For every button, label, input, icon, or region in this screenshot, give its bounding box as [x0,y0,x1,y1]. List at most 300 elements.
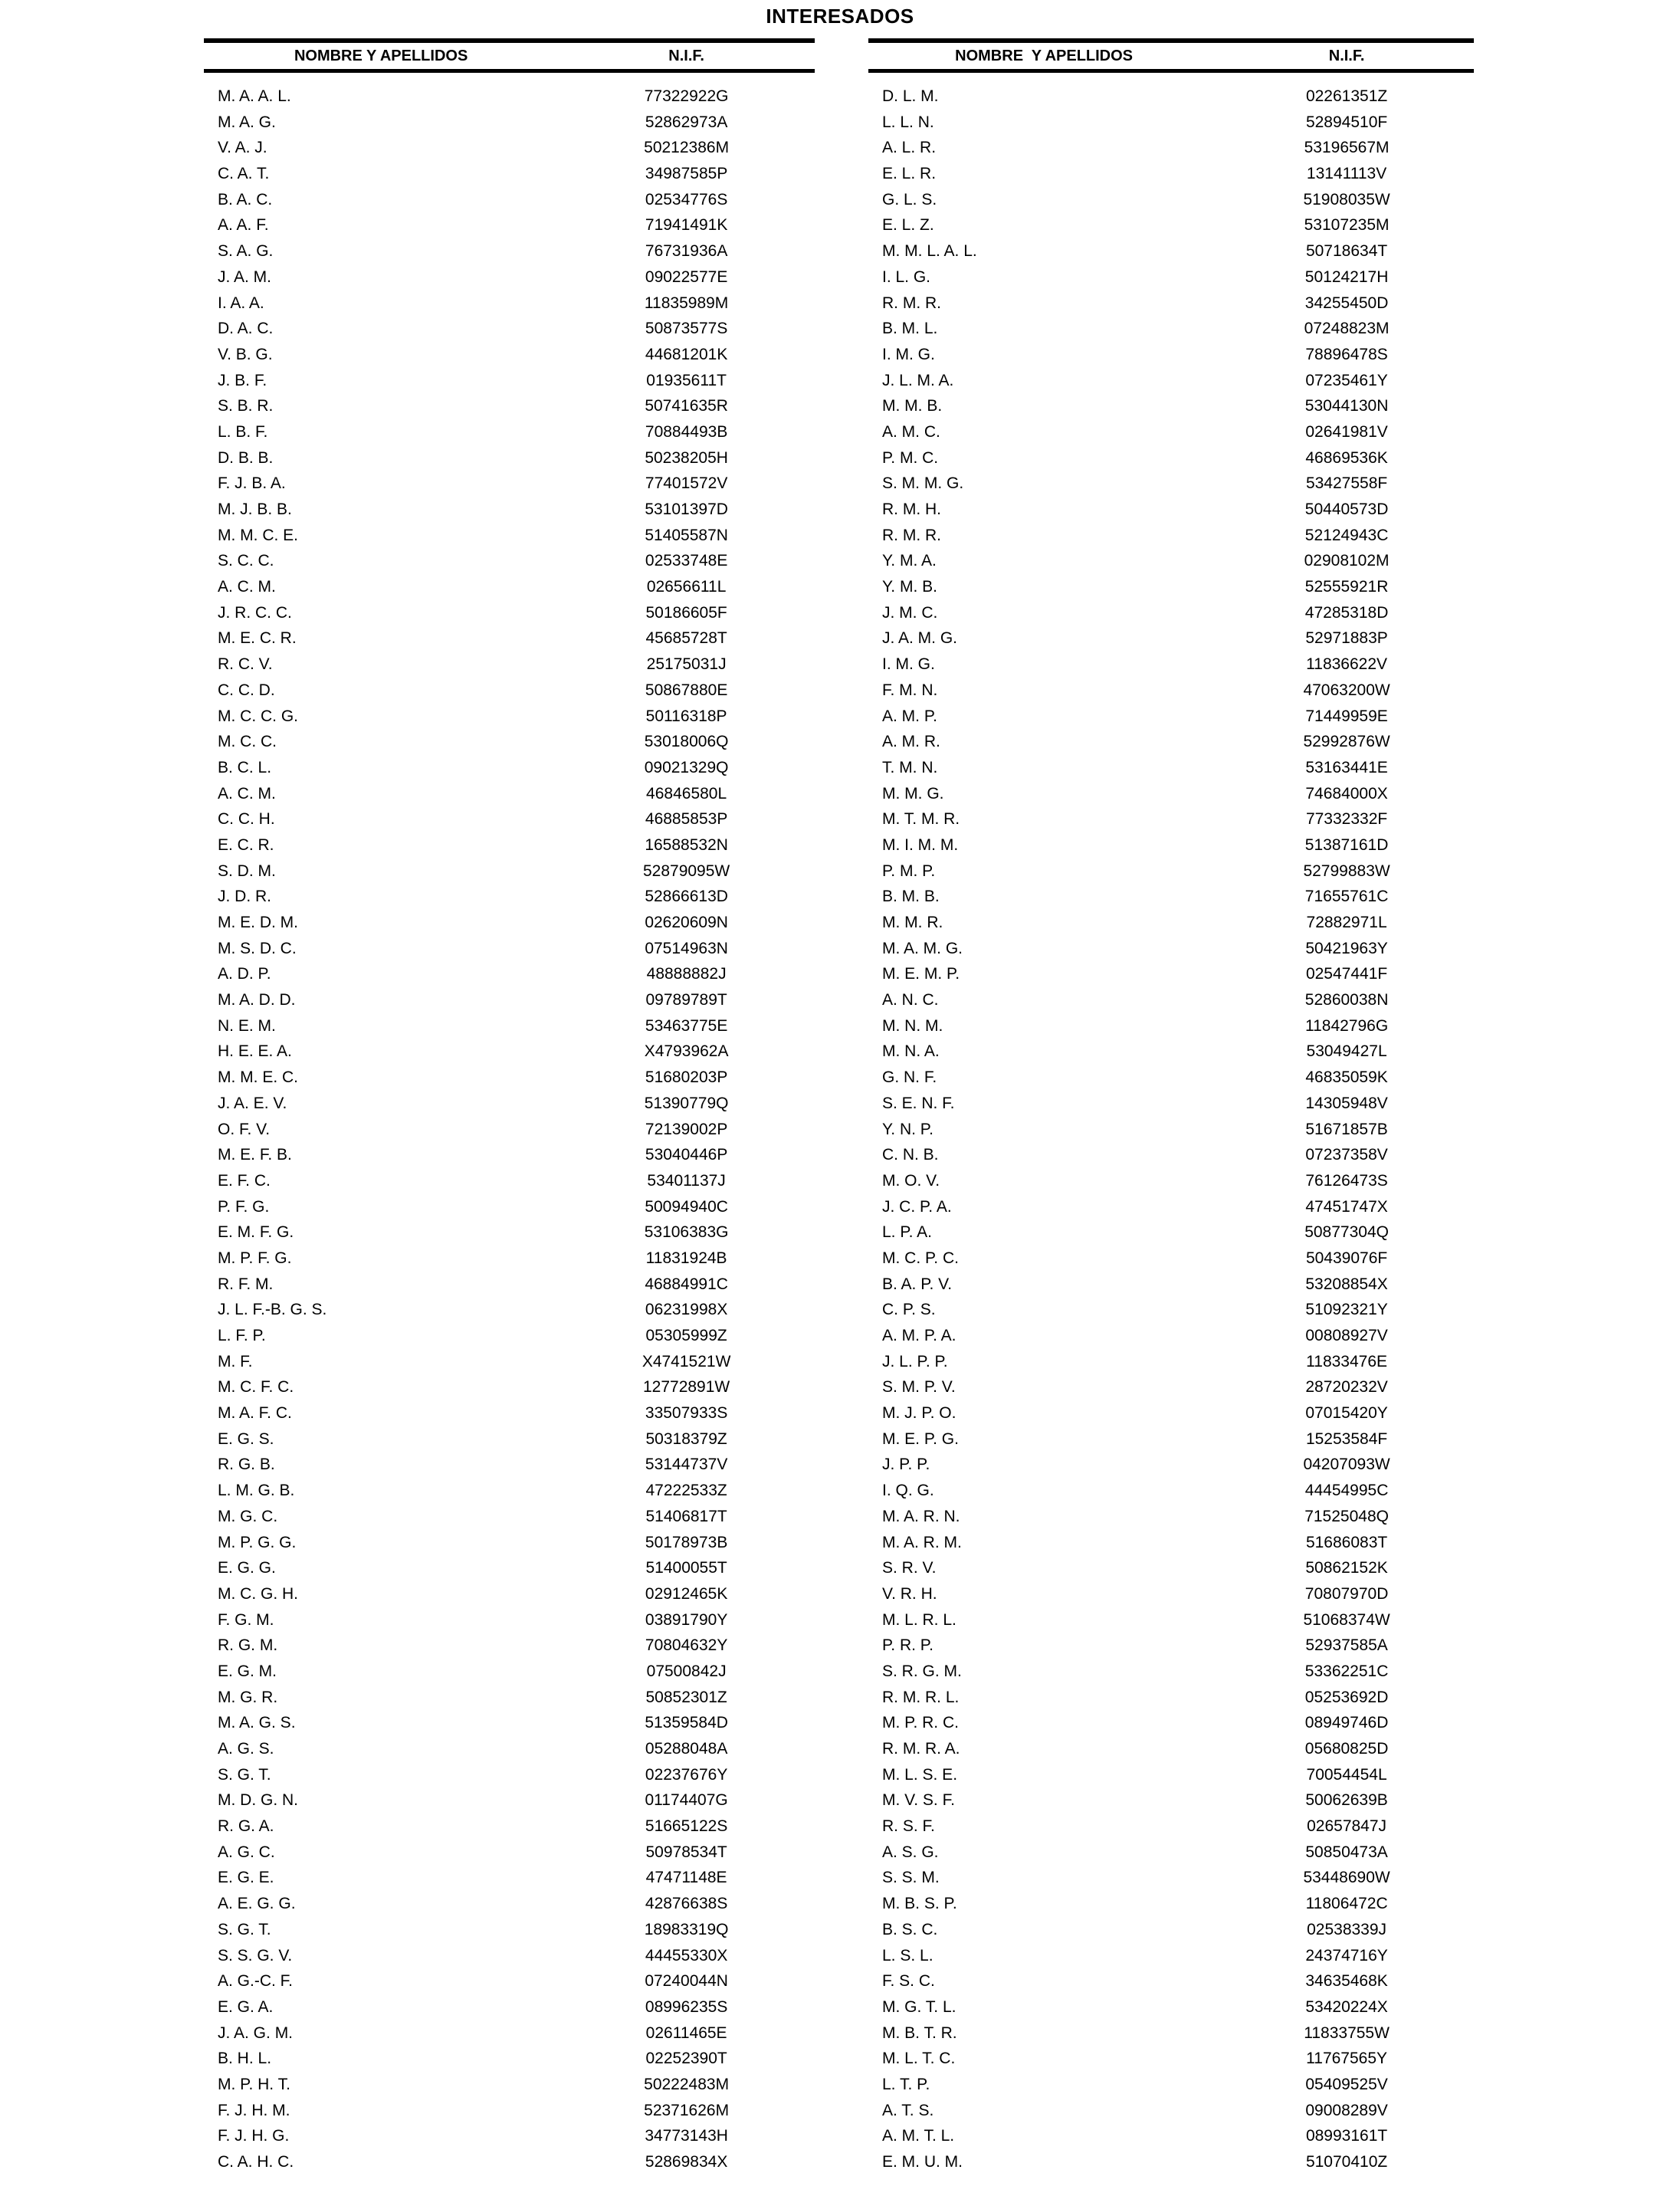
nif-cell: 76731936A [645,242,728,261]
nif-cell: 11835989M [644,294,729,312]
table-row [868,1272,1474,1298]
table-row [868,368,1474,394]
name-cell: G. L. S. [882,190,937,208]
name-cell: E. G. S. [218,1429,274,1448]
name-cell: M. A. M. G. [882,939,963,957]
name-cell: M. C. F. C. [218,1378,294,1397]
name-cell: L. L. N. [882,113,934,131]
name-cell: Y. M. B. [882,578,937,596]
nif-cell: 52860038N [1304,991,1389,1009]
nif-cell: 53163441E [1305,758,1388,776]
name-cell: S. R. V. [882,1559,937,1577]
table-row [868,212,1474,238]
table-row [868,1840,1474,1866]
table-row [868,2020,1474,2047]
nif-cell: 53107235M [1304,216,1390,235]
table-row [204,1840,815,1866]
table-row [204,1607,815,1633]
table-row [204,1091,815,1117]
name-cell: D. B. B. [218,448,274,467]
table-row [204,600,815,626]
nif-cell: 51070410Z [1305,2153,1388,2171]
name-cell: J. A. M. [218,268,272,286]
nif-cell: 76126473S [1305,1171,1388,1190]
nif-cell: 77401572V [645,474,728,493]
nif-cell: 02547441F [1305,965,1388,983]
nif-cell: 11831924B [645,1249,727,1267]
nif-cell: 77322922G [644,87,729,105]
table-row [204,678,815,704]
name-cell: A. G. C. [218,1843,275,1861]
table-row [868,1813,1474,1840]
name-cell: F. J. H. G. [218,2127,290,2145]
name-cell: H. E. E. A. [218,1042,292,1061]
table-row [204,1168,815,1194]
table-row [204,471,815,497]
nif-cell: 51908035W [1303,190,1390,208]
name-cell: S. M. P. V. [882,1378,956,1397]
nif-cell: 03891790Y [645,1610,728,1629]
name-cell: N. E. M. [218,1016,276,1035]
table-row [204,523,815,549]
nif-cell: 11806472C [1305,1895,1388,1913]
name-cell: C. N. B. [882,1146,939,1164]
nif-cell: 50867880E [645,681,728,699]
name-cell: J. L. M. A. [882,371,954,389]
nif-cell: 05409525V [1305,2075,1388,2093]
nif-cell: 52879095W [642,862,730,880]
name-cell: M. P. R. C. [882,1714,959,1732]
name-cell: M. I. M. M. [882,835,959,854]
table-row [204,755,815,781]
name-cell: P. M. C. [882,448,939,467]
nif-cell: 53196567M [1304,139,1390,157]
nif-cell: 53401137J [647,1171,726,1190]
table-row [868,1581,1474,1607]
table-row [868,1943,1474,1969]
name-cell: S. S. M. [882,1869,940,1887]
name-cell: Y. M. A. [882,552,937,570]
table-row [868,187,1474,213]
table-row [868,1762,1474,1788]
table-row [204,1400,815,1426]
table-row [868,574,1474,600]
table-row [204,2123,815,2149]
name-cell: M. M. G. [882,784,944,803]
nif-cell: 11842796G [1304,1016,1389,1035]
table-row [204,1581,815,1607]
name-cell: T. M. N. [882,758,938,776]
name-cell: J. B. F. [218,371,267,389]
nif-cell: 70054454L [1306,1765,1387,1784]
name-cell: A. T. S. [882,2101,934,2119]
nif-cell: 05253692D [1304,1688,1389,1706]
nif-cell: 50741635R [645,397,728,415]
table-row [204,342,815,368]
nif-cell: 25175031J [646,655,727,674]
table-row [868,1117,1474,1143]
name-cell: I. A. A. [218,294,264,312]
nif-cell: 53427558F [1305,474,1388,493]
table-row [868,1452,1474,1478]
table-row [868,419,1474,445]
table-row [868,625,1474,652]
table-row [204,961,815,987]
table-row [204,1787,815,1813]
name-cell: F. G. M. [218,1610,274,1629]
table-row [204,1736,815,1762]
table-row [868,2046,1474,2072]
table-row [868,729,1474,755]
table-row [868,264,1474,290]
nif-cell: 48888882J [646,965,727,983]
name-cell: M. P. G. G. [218,1533,297,1551]
name-cell: E. G. E. [218,1869,274,1887]
table-row [204,419,815,445]
name-cell: R. G. A. [218,1817,274,1836]
name-cell: M. O. V. [882,1171,940,1190]
nif-cell: 46884991C [645,1275,728,1293]
table-row [868,1659,1474,1685]
table-row [868,1530,1474,1556]
nif-cell: 47451747X [1305,1197,1388,1216]
table-row [868,1865,1474,1891]
nif-cell: 53144737V [645,1456,728,1474]
nif-cell: 33507933S [645,1404,728,1423]
table-row [204,987,815,1013]
table-row [868,84,1474,110]
table-row [868,548,1474,574]
nif-cell: 18983319Q [644,1920,729,1938]
name-cell: E. G. G. [218,1559,276,1577]
page-title: INTERESADOS [766,5,914,28]
nif-cell: 50850473A [1305,1843,1388,1861]
name-cell: M. T. M. R. [882,810,960,829]
name-cell: J. A. G. M. [218,2024,294,2042]
nif-cell: 71655761C [1304,888,1389,906]
nif-cell: 52866613D [645,888,728,906]
name-cell: A. M. C. [882,422,940,441]
name-cell: I. M. G. [882,655,935,674]
nif-cell: 47063200W [1303,681,1390,699]
table-row [204,1426,815,1452]
table-row [204,806,815,832]
name-cell: M. A. G. [218,113,276,131]
table-row [204,1142,815,1168]
table-row [868,2123,1474,2149]
name-cell: L. B. F. [218,422,268,441]
name-cell: M. C. C. G. [218,707,298,725]
table-row [868,1091,1474,1117]
name-cell: A. E. G. G. [218,1895,296,1913]
nif-cell: 51359584D [645,1714,728,1732]
name-cell: J. A. E. V. [218,1094,287,1112]
nif-cell: 51671857B [1305,1120,1388,1138]
name-cell: S. G. T. [218,1765,271,1784]
nif-cell: X4793962A [644,1042,729,1061]
name-cell: F. J. B. A. [218,474,286,493]
nif-cell: 09789789T [645,991,727,1009]
table-row [204,781,815,807]
nif-cell: 02611465E [645,2024,727,2042]
name-cell: B. A. P. V. [882,1275,953,1293]
nif-cell: 09022577E [645,268,728,286]
nif-cell: 50873577S [645,320,728,338]
nif-cell: 07500842J [646,1662,727,1680]
nif-cell: 51400055T [645,1559,727,1577]
table-row [204,290,815,317]
table-row [204,1478,815,1504]
nif-cell: 28720232V [1305,1378,1388,1397]
name-cell: M. M. R. [882,914,943,931]
table-row [868,910,1474,936]
name-cell: M. L. R. L. [882,1610,956,1629]
name-cell: M. J. P. O. [882,1404,956,1423]
nif-cell: 11836622V [1306,655,1388,674]
table-row [868,497,1474,523]
table-row [204,1504,815,1530]
nif-cell: 46846580L [646,784,727,803]
name-cell: E. G. M. [218,1662,277,1680]
table-row [868,1246,1474,1272]
name-cell: D. A. C. [218,320,274,338]
name-cell: A. M. R. [882,733,940,751]
name-cell: B. M. B. [882,888,940,906]
table-row [204,1194,815,1220]
name-cell: M. A. G. S. [218,1714,296,1732]
nif-cell: 50124217H [1304,268,1389,286]
table-row [868,832,1474,858]
table-row [204,1968,815,1994]
name-cell: R. M. R. [882,294,941,312]
name-cell: M. E. C. R. [218,629,297,648]
nif-cell: 07240044N [645,1972,728,1991]
nif-cell: 52992876W [1303,733,1390,751]
name-cell: P. M. P. [882,862,936,880]
table-row [868,2149,1474,2175]
nif-cell: 52799883W [1303,862,1390,880]
nif-cell: 77332332F [1305,810,1388,829]
nif-cell: 34635468K [1305,1972,1388,1991]
table-row [204,212,815,238]
table-row [868,806,1474,832]
name-cell: V. B. G. [218,345,273,363]
table-row [868,1400,1474,1426]
nif-cell: 50852301Z [645,1688,727,1706]
table-row [868,1710,1474,1736]
column-header-nif: N.I.F. [1328,48,1365,64]
table-row [204,884,815,910]
nif-cell: 07514963N [645,939,728,957]
table-row [204,1297,815,1323]
nif-cell: 07237358V [1305,1146,1388,1164]
name-cell: S. B. R. [218,397,274,415]
table-row [204,1762,815,1788]
name-cell: M. E. F. B. [218,1146,292,1164]
nif-cell: 50439076F [1305,1249,1388,1267]
nif-cell: 53040446P [645,1146,728,1164]
name-cell: M. M. L. A. L. [882,242,977,261]
nif-cell: X4741521W [641,1352,731,1370]
nif-cell: 70884493B [645,422,728,441]
column-header-name: NOMBRE Y APELLIDOS [294,48,468,64]
name-cell: J. C. P. A. [882,1197,952,1216]
nif-cell: 00808927V [1305,1327,1388,1344]
name-cell: M. E. P. G. [882,1429,959,1448]
nif-cell: 44455330X [645,1946,728,1964]
nif-cell: 02656611L [646,578,727,596]
name-cell: O. F. V. [218,1120,271,1138]
table-row [868,1323,1474,1349]
name-cell: R. M. R. L. [882,1688,960,1706]
table-row [204,1813,815,1840]
name-cell: A. G.-C. F. [218,1972,294,1991]
nif-cell: 71525048Q [1304,1507,1389,1525]
nif-cell: 02657847J [1307,1817,1387,1836]
nif-cell: 52862973A [645,113,728,131]
nif-cell: 50718634T [1305,242,1388,261]
nif-cell: 07015420Y [1305,1404,1388,1423]
nif-cell: 51406817T [645,1507,727,1525]
name-cell: J. L. F.-B. G. S. [218,1301,327,1319]
name-cell: L. T. P. [882,2075,930,2093]
nif-cell: 52869834X [645,2153,728,2171]
nif-cell: 50978534T [645,1843,727,1861]
table-row [868,1504,1474,1530]
name-cell: M. V. S. F. [882,1791,955,1810]
nif-cell: 70807970D [1304,1584,1389,1603]
nif-cell: 53049427L [1306,1042,1387,1061]
table-body [204,73,815,2175]
name-cell: E. M. U. M. [882,2153,963,2171]
table-row [204,1013,815,1039]
table-row [868,1994,1474,2020]
table-row [868,1891,1474,1917]
nif-cell: 44681201K [645,345,728,363]
name-cell: I. Q. G. [882,1482,934,1500]
name-cell: M. F. [218,1352,253,1370]
nif-cell: 52971883P [1305,629,1388,648]
name-cell: M. C. C. [218,733,277,751]
name-cell: J. R. C. C. [218,603,292,622]
nif-cell: 11833755W [1304,2024,1390,2042]
table-row [204,1219,815,1246]
nif-cell: 47222533Z [645,1482,727,1500]
name-cell: A. C. M. [218,578,276,596]
table-row [868,704,1474,730]
name-cell: M. N. A. [882,1042,940,1061]
name-cell: B. A. C. [218,190,273,208]
table-row [204,2046,815,2072]
table-row [868,471,1474,497]
name-cell: M. E. D. M. [218,914,298,931]
nif-cell: 52124943C [1304,526,1389,544]
nif-cell: 51405587N [645,526,728,544]
name-cell: F. S. C. [882,1972,935,1991]
nif-cell: 51390779Q [644,1094,729,1112]
table-row [204,1633,815,1659]
table-row [868,1426,1474,1452]
name-cell: E. C. R. [218,835,274,854]
nif-cell: 04207093W [1303,1456,1390,1474]
name-cell: S. M. M. G. [882,474,964,493]
name-cell: A. G. S. [218,1740,274,1758]
table-row [868,1374,1474,1400]
table-row [204,704,815,730]
name-cell: M. L. T. C. [882,2050,956,2068]
nif-cell: 74684000X [1305,784,1388,803]
name-cell: A. D. P. [218,965,271,983]
name-cell: A. M. P. A. [882,1327,956,1344]
name-cell: D. L. M. [882,87,939,105]
table-row [868,1065,1474,1091]
table-row [868,1194,1474,1220]
table-row [204,1065,815,1091]
nif-cell: 50116318P [645,707,727,725]
name-cell: M. L. S. E. [882,1765,958,1784]
name-cell: E. M. F. G. [218,1223,294,1242]
nif-cell: 72139002P [645,1120,728,1138]
nif-cell: 01174407G [645,1791,728,1810]
interesados-table-left [204,38,815,2175]
table-row [204,161,815,187]
name-cell: C. A. T. [218,165,270,183]
name-cell: A. M. T. L. [882,2127,955,2145]
name-cell: E. L. Z. [882,216,934,235]
table-row [868,961,1474,987]
name-cell: I. M. G. [882,345,935,363]
name-cell: M. E. M. P. [882,965,960,983]
table-body [868,73,1474,2175]
nif-cell: 50094940C [645,1197,728,1216]
nif-cell: 34987585P [645,165,728,183]
name-cell: S. G. T. [218,1920,271,1938]
name-cell: M. C. P. C. [882,1249,959,1267]
name-cell: L. P. A. [882,1223,932,1242]
nif-cell: 08993161T [1305,2127,1388,2145]
name-cell: M. P. F. G. [218,1249,292,1267]
nif-cell: 78896478S [1305,345,1388,363]
nif-cell: 53106383G [644,1223,729,1242]
nif-cell: 50862152K [1305,1559,1388,1577]
nif-cell: 02538339J [1307,1920,1387,1938]
nif-cell: 51680203P [645,1068,728,1087]
nif-cell: 34773143H [645,2127,728,2145]
nif-cell: 46869536K [1305,448,1388,467]
table-row [868,781,1474,807]
table-row [204,729,815,755]
nif-cell: 09021329Q [644,758,729,776]
table-row [868,1478,1474,1504]
table-row [204,1917,815,1943]
name-cell: S. R. G. M. [882,1662,962,1680]
name-cell: A. S. G. [882,1843,939,1861]
nif-cell: 50062639B [1305,1791,1388,1810]
table-row [204,574,815,600]
nif-cell: 71941491K [645,216,728,235]
table-row [204,497,815,523]
name-cell: M. A. A. L. [218,87,291,105]
nif-cell: 46885853P [645,810,728,829]
nif-cell: 72882971L [1306,914,1387,931]
name-cell: M. G. T. L. [882,1997,956,2016]
table-row [868,1685,1474,1711]
name-cell: C. A. H. C. [218,2153,294,2171]
name-cell: M. M. B. [882,397,943,415]
nif-cell: 06231998X [645,1301,728,1319]
table-row [868,1168,1474,1194]
name-cell: R. M. R. A. [882,1740,960,1758]
